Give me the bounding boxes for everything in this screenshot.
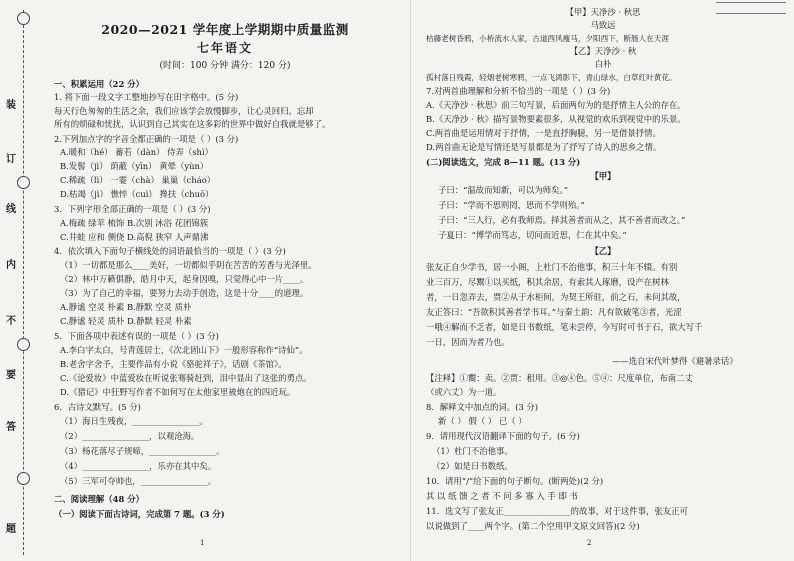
passage-line: 一日，因而为者乃也。 [426,337,510,347]
sentence-line: （2）如是日书数纸。 [432,461,513,471]
passage-source: ——选自宋代叶梦得《避暑录话》 [612,356,738,366]
subsection-heading: （一）阅读下面古诗词，完成第 7 题。(3 分) [54,509,225,519]
exam-subject: 七年语文 [196,41,253,55]
passage-line: 子曰：“温故而知新，可以为师矣。” [438,185,568,195]
option-line: D.《猎记》中狂野写作者不如何写在太他家里被炮在的四近玩。 [60,387,296,397]
passage-line: 子曰：“学而不思则罔，思而不学则殆。” [438,200,585,210]
option-line: B.《天净沙 · 秋》描写景物要素很多，从视觉的欢乐到视觉中的乐景。 [426,114,686,124]
page-fold-line [410,0,411,561]
fill-blank-line: （4）________________，乐亦在其中矣。 [60,461,217,471]
binding-hole [17,12,30,25]
option-line: A.暖和（hé） 蓄若（dàn） 侍弄（shì） [60,147,214,157]
poem-text: 孤村落日残霞，轻烟老树寒鸦，一点飞鸿影下，青山绿水，白草红叶黄花。 [426,73,677,82]
binding-char: 线 [6,204,16,215]
fill-blank-line: （1）海日生残夜，________________。 [60,416,208,426]
passage-line: 每天行色匆匆的生活之余，我们应该学会放慢脚步，让心灵回归。忘却 [54,106,314,116]
binding-char: 题 [6,524,16,535]
binding-hole [17,338,30,351]
binding-char: 不 [6,316,16,327]
option-line: D.两首曲无论是写情还是写景都是为了抒写了诗人的思乡之情。 [426,142,662,152]
poem-text: 枯藤老树昏鸦，小桥流水人家，古道西风瘦马，夕阳西下，断肠人在天涯 [426,34,669,43]
annotation-line: 【注释】①鬻：卖。②贾：租用。③◎④色。⑤④：尺度单位，布南二丈 [426,373,693,383]
binding-char: 要 [6,370,16,381]
option-line: D.枯竭（jì） 憔悴（cuì） 搀扶（chuō） [60,189,214,199]
annotation-line: （或六丈）为一道。 [426,387,502,397]
poem-author: 白朴 [594,59,612,69]
option-line: A.静谧 空灵 朴素 B.静默 空灵 质朴 [60,302,192,312]
option-line: C.井蛙 应和 侧侥 D.高倪 狭窄 人声鼎沸 [60,232,209,242]
binding-char: 订 [6,154,16,165]
binding-margin [0,0,40,561]
binding-char: 内 [6,260,16,271]
passage-label: 【乙】 [590,246,616,256]
poem-title: 【乙】天净沙 · 秋 [569,46,637,56]
sentence-line: （3）为了自己的幸福，要努力去动手创造，这是十分____的道理。 [60,288,309,298]
poem-author: 马致远 [590,20,616,30]
poem-title: 【甲】天净沙 · 秋思 [565,7,641,17]
subsection-heading: (二)阅读选文，完成 8—11 题。(13 分) [426,157,581,167]
exam-info: (时间：100 分钟 满分：120 分) [159,61,291,71]
fill-blank-line: （3）杨花落尽子规啼，________________。 [60,446,225,456]
passage-label: 【甲】 [590,171,616,181]
fill-blank-line: （2）________________，以观沧海。 [60,431,200,441]
question-7: 7.对两首曲理解和分析不恰当的一项是（ ）(3 分) [426,86,611,96]
question-6: 6．古诗文默写。(5 分) [54,402,141,412]
binding-char: 装 [6,100,16,111]
passage-line: 友正答曰：“吾欲积其善者学书耳。”与秦土韵：凡有欲破笔③者，光涩 [426,307,682,317]
question-11: 11．选文写了张友正________________的故事，对于这件事，张友正可 [426,506,688,516]
option-line: C.《论爱妆》中蓝爱妆在听说张骞骑赶到，泪中显出了这张的勇点。 [60,373,312,383]
question-5: 5．下面各项中表述有误的一项是（ ）(3 分) [54,331,219,341]
question-8: 8．解释文中加点的词。(3 分) [426,402,538,412]
option-line: A.梅疏 绿苹 梳饰 B.次别 沐浴 花团锦簇 [60,218,209,228]
fill-blank-line: 新（ ） 假（ ） 已（ ） [438,416,527,426]
sentence-line: 其 以 纸 馈 之 者 不 问 多 寡 入 手 即 书 [426,491,578,501]
question-1: 1. 将下面一段文字工整地抄写在田字格中。(5 分) [54,92,239,102]
option-line: C.静谧 轻灵 质朴 D.静默 轻灵 朴素 [60,316,192,326]
passage-line: 所有的烦碌和忧扰，认识到自己其实在这多彩的世界中做好自我就是够了。 [54,119,331,129]
option-line: B.老舍字舍予，主要作品有小说《骆驼祥子》，话剧《茶馆》。 [60,359,287,369]
question-11-continued: 以说做到了____两个字。(第二个空用甲文原文回答)(2 分) [426,521,640,531]
page-number: 2 [587,539,592,547]
exam-title: 2020—2021 学年度上学期期中质量监测 [101,22,349,37]
section-heading: 一、积累运用（22 分） [54,79,144,89]
page-number: 1 [200,539,205,547]
question-2: 2.下列加点字的字音全都正确的一项是（ ）(3 分) [54,134,239,144]
sentence-line: （1）一切都是那么____美好，一切都似乎阴在苦苦的芳香与光泽里。 [60,260,317,270]
binding-hole [17,176,30,189]
option-line: A.李白字太白，号青莲居士，《次北固山下》一般形容称作“诗仙”。 [60,345,308,355]
sentence-line: （1）杜门不治他事。 [432,446,513,456]
option-line: B.发髻（jì） 荫蔽（yīn） 黄晕（yùn） [60,161,209,171]
option-line: C.两首曲是运用情对于抒情，一是直抒胸臆，另一是借景抒情。 [426,128,661,138]
passage-line: 一哦④解而不乏者，如是日书数纸，笔未尝停，今写时可书于石，欲大写千 [426,322,703,332]
passage-line: 业三百万，尽鬻①以买纸，积其余居，有索其人琢磨，设产在树林 [426,277,669,287]
question-9: 9．请用现代汉语翻译下面的句子。(6 分) [426,431,580,441]
question-10: 10．请用“/”给下面的句子断句。(断两处)(2 分) [426,476,604,486]
fill-blank-line: （5）三军可夺帅也，________________。 [60,476,217,486]
passage-line: 者，一日忽弄去，贾②从于水柜间，为契王所驻，前之石，未问其故， [426,292,686,302]
binding-hole [17,472,30,485]
sentence-line: （2）林中万籁俱静，皓月中天，起身因嗅，只觉得心中一片____。 [60,274,309,284]
option-line: C.稀疏（lì） 一霎（chà） 巢巢（cháo） [60,175,216,185]
section-heading: 二、阅读理解（48 分） [54,494,144,504]
question-4: 4．依次填入下面句子横线处的词语最恰当的一项是（ ）(3 分) [54,246,286,256]
binding-char: 答 [6,422,16,433]
passage-line: 子曰：“三人行，必有我师焉。择其善者而从之，其不善者而改之。” [438,215,686,225]
passage-line: 张友正自少学书，居一小阁，上杜门不治他事，积三十年不辍。有别 [426,262,678,272]
option-line: A.《天净沙 · 秋思》前三句写景，后面两句为的是抒情主人公的存在。 [426,100,686,110]
passage-line: 子夏曰：“博学而笃志，切问而近思，仁在其中矣。” [438,230,627,240]
question-3: 3．下列字形全部正确的一项是（ ）(3 分) [54,204,211,214]
